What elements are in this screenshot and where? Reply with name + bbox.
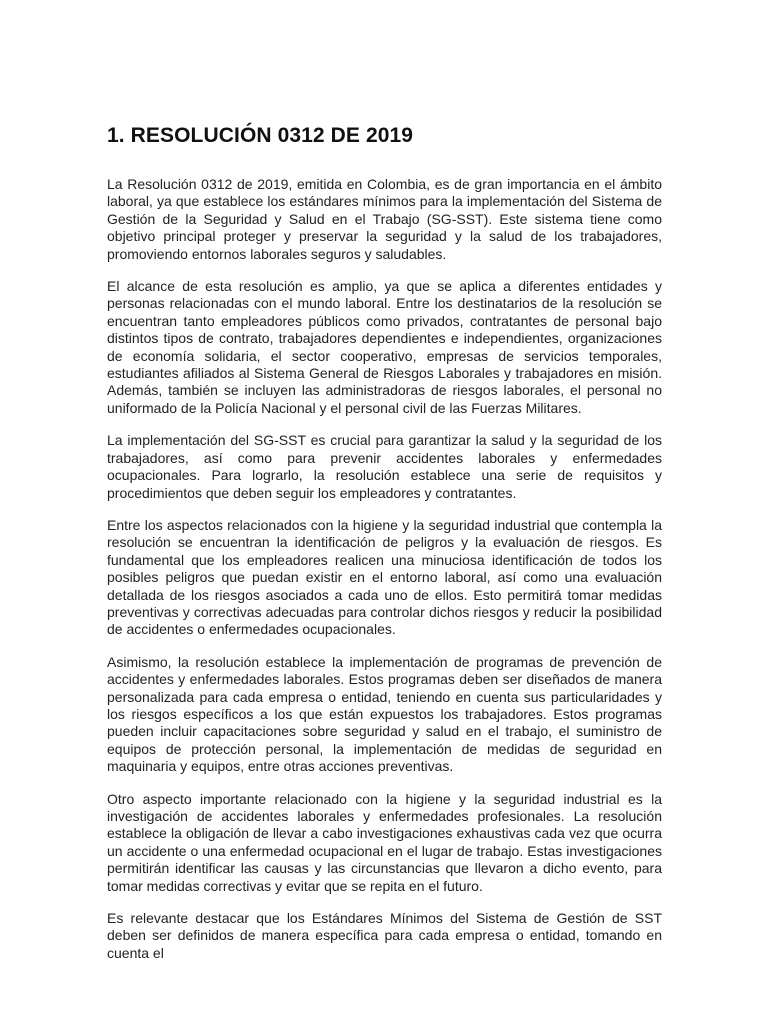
paragraph-hazard-identification: Entre los aspectos relacionados con la higiene y la seguridad industrial que contempla la resolución se encuentran la identificación de peligros y la evaluación de riesgos. Es fundamental que los empleadores realicen una minuciosa identificación de todos los posibles peligros que puedan existir en el entorno laboral, así como una evaluación detallada de los riesgos asociados a cada uno de ellos. Esto permitirá tomar medidas preventivas y correctivas adecuadas para controlar dichos riesgos y reducir la posibilidad de accidentes o enfermedades ocupacionales. [107, 516, 662, 638]
paragraph-scope: El alcance de esta resolución es amplio, ya que se aplica a diferentes entidades y personas relacionadas con el mundo laboral. Entre los destinatarios de la resolución se encuentran tanto empleadores públicos como privados, contratantes de personal bajo distintos tipos de contrato, trabajadores dependientes e independientes, organizaciones de economía solidaria, el sector cooperativo, empresas de servicios temporales, estudiantes afiliados al Sistema General de Riesgos Laborales y trabajadores en misión. Además, también se incluyen las administradoras de riesgos laborales, el personal no uniformado de la Policía Nacional y el personal civil de las Fuerzas Militares. [107, 278, 662, 416]
paragraph-accident-investigation: Otro aspecto importante relacionado con la higiene y la seguridad industrial es la investigación de accidentes laborales y enfermedades profesionales. La resolución establece la obligación de llevar a cabo investigaciones exhaustivas cada vez que ocurra un accidente o una enfermedad ocupacional en el lugar de trabajo. Estas investigaciones permitirán identificar las causas y las circunstancias que llevaron a dicho evento, para tomar medidas correctivas y evitar que se repita en el futuro. [107, 790, 662, 894]
document-body [107, 124, 662, 977]
paragraph-minimum-standards: Es relevante destacar que los Estándares Mínimos del Sistema de Gestión de SST deben ser definidos de manera específica para cada empresa o entidad, tomando en cuenta el [107, 910, 662, 961]
paragraph-prevention-programs: Asimismo, la resolución establece la implementación de programas de prevención de accidentes y enfermedades laborales. Estos programas deben ser diseñados de manera personalizada para cada empresa o entidad, teniendo en cuenta sus particularidades y los riesgos específicos a los que están expuestos los trabajadores. Estos programas pueden incluir capacitaciones sobre seguridad y salud en el trabajo, el suministro de equipos de protección personal, la implementación de medidas de seguridad en maquinaria y equipos, entre otras acciones preventivas. [107, 653, 662, 775]
section-heading: 1. RESOLUCIÓN 0312 DE 2019 [107, 124, 414, 147]
paragraph-intro: La Resolución 0312 de 2019, emitida en Colombia, es de gran importancia en el ámbito laboral, ya que establece los estándares mínimos para la implementación del Sistema de Gestión de la Seguridad y Salud en el Trabajo (SG-SST). Este sistema tiene como objetivo principal proteger y preservar la seguridad y la salud de los trabajadores, promoviendo entornos laborales seguros y saludables. [107, 176, 662, 262]
paragraph-implementation: La implementación del SG-SST es crucial para garantizar la salud y la seguridad de los trabajadores, así como para prevenir accidentes laborales y enfermedades ocupacionales. Para lograrlo, la resolución establece una serie de requisitos y procedimientos que deben seguir los empleadores y contratantes. [107, 432, 662, 501]
